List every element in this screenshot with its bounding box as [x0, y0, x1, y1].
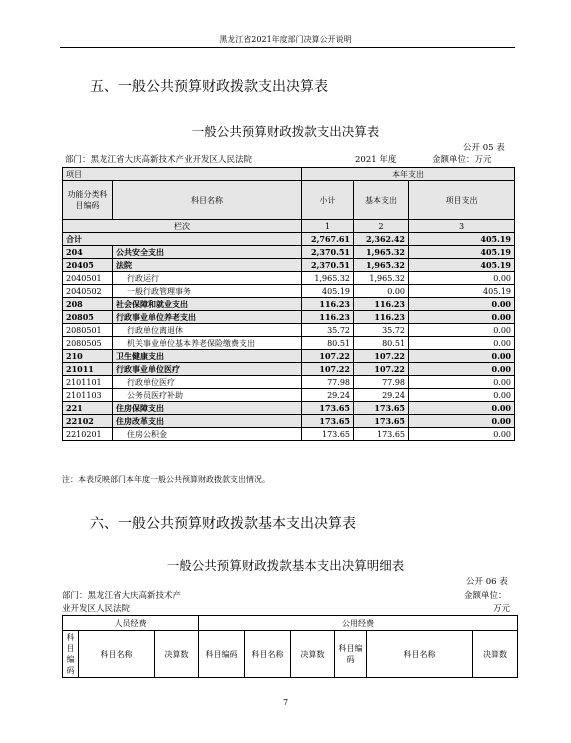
row-basic: 80.51 [354, 337, 409, 350]
row-basic: 173.65 [354, 415, 409, 428]
row-code: 221 [63, 402, 113, 415]
row-basic: 0.00 [354, 285, 409, 298]
table-row [63, 428, 515, 441]
row-code: 2080505 [63, 337, 113, 350]
row-code: 20405 [63, 259, 113, 272]
row-subtotal: 2,370.51 [302, 246, 354, 259]
row-name: 法院 [113, 259, 302, 272]
total-basic: 2,362.42 [354, 233, 409, 246]
table-row [63, 259, 515, 272]
row-subtotal: 173.65 [302, 415, 354, 428]
row-basic: 107.22 [354, 350, 409, 363]
section5-year: 2021 年度 [355, 155, 397, 165]
row-subtotal: 77.98 [302, 376, 354, 389]
row-subtotal: 80.51 [302, 337, 354, 350]
row-code: 21011 [63, 363, 113, 376]
row-basic: 29.24 [354, 389, 409, 402]
row-project: 0.00 [409, 363, 515, 376]
table-row [63, 246, 515, 259]
col-basic: 基本支出 [354, 181, 409, 220]
row-code: 20805 [63, 311, 113, 324]
row-subtotal: 107.22 [302, 350, 354, 363]
row-code: 208 [63, 298, 113, 311]
header-divider [60, 47, 515, 48]
row-name: 住房保障支出 [113, 402, 302, 415]
expenditure-table [62, 167, 515, 441]
total-label: 合计 [63, 233, 302, 246]
row-project: 0.00 [409, 376, 515, 389]
row-name: 行政单位医疗 [113, 376, 302, 389]
row-code: 2040502 [63, 285, 113, 298]
section5-unit: 金额单位：万元 [432, 155, 492, 165]
row-project: 0.00 [409, 272, 515, 285]
row-code: 2101103 [63, 389, 113, 402]
row-name: 行政事业单位养老支出 [113, 311, 302, 324]
row-name: 住房公积金 [113, 428, 302, 441]
col-subtotal: 小计 [302, 181, 354, 220]
section6-table-title: 一般公共预算财政拨款基本支出决算明细表 [166, 558, 405, 573]
row-basic: 116.23 [354, 311, 409, 324]
row-name: 卫生健康支出 [113, 350, 302, 363]
row-project: 0.00 [409, 415, 515, 428]
row-subtotal: 173.65 [302, 428, 354, 441]
table-row [63, 311, 515, 324]
row-name: 社会保障和就业支出 [113, 298, 302, 311]
row-name: 一般行政管理事务 [113, 285, 302, 298]
table-row [63, 324, 515, 337]
section5-table-title: 一般公共预算财政拨款支出决算表 [191, 124, 380, 139]
personnel-amount: 决算数 [155, 631, 199, 678]
col-name: 科目名称 [113, 181, 302, 220]
row-subtotal: 107.22 [302, 363, 354, 376]
row-code: 22102 [63, 415, 113, 428]
row-code: 2101101 [63, 376, 113, 389]
page-number: 7 [282, 698, 289, 707]
public-amount-2: 决算数 [473, 631, 518, 678]
personnel-code: 科目编码 [63, 631, 79, 678]
row-name: 行政运行 [113, 272, 302, 285]
row-code: 210 [63, 350, 113, 363]
table-row [63, 415, 515, 428]
section6-unit-line2: 万元 [493, 604, 511, 614]
section6-form-no: 公开 06 表 [466, 577, 508, 587]
row-basic: 1,965.32 [354, 246, 409, 259]
public-code-2: 科目编码 [335, 631, 367, 678]
row-basic: 35.72 [354, 324, 409, 337]
lanci-3: 3 [409, 220, 515, 233]
row-basic: 1,965.32 [354, 272, 409, 285]
row-name: 住房改革支出 [113, 415, 302, 428]
col-code: 功能分类科目编码 [63, 181, 113, 220]
table-row [63, 389, 515, 402]
section5-form-no: 公开 05 表 [463, 143, 505, 153]
row-project: 405.19 [409, 259, 515, 272]
personnel-name: 科目名称 [79, 631, 155, 678]
row-subtotal: 1,965.32 [302, 272, 354, 285]
row-subtotal: 173.65 [302, 402, 354, 415]
table-row [63, 376, 515, 389]
row-name: 行政事业单位医疗 [113, 363, 302, 376]
row-subtotal: 29.24 [302, 389, 354, 402]
col-current-year: 本年支出 [302, 168, 515, 181]
table-row [63, 285, 515, 298]
table-row [63, 272, 515, 285]
section6-dept-line2: 业开发区人民法院 [62, 604, 131, 614]
section5-dept: 部门：黑龙江省大庆高新技术产业开发区人民法院 [65, 155, 253, 165]
table-row [63, 337, 515, 350]
total-project: 405.19 [409, 233, 515, 246]
row-name: 机关事业单位基本养老保险缴费支出 [113, 337, 302, 350]
row-project: 0.00 [409, 350, 515, 363]
row-subtotal: 405.19 [302, 285, 354, 298]
table-row [63, 350, 515, 363]
row-project: 0.00 [409, 402, 515, 415]
row-project: 0.00 [409, 337, 515, 350]
row-basic: 173.65 [354, 402, 409, 415]
section6-dept-line1: 部门：黑龙江省大庆高新技术产 [62, 591, 182, 601]
lanci-1: 1 [302, 220, 354, 233]
row-name: 公共安全支出 [113, 246, 302, 259]
section6-unit-line1: 金额单位： [464, 591, 507, 601]
row-subtotal: 35.72 [302, 324, 354, 337]
row-project: 0.00 [409, 389, 515, 402]
table-row [63, 363, 515, 376]
row-basic: 107.22 [354, 363, 409, 376]
lanci-2: 2 [354, 220, 409, 233]
basic-expenditure-table [62, 615, 518, 678]
table-row [63, 298, 515, 311]
row-project: 405.19 [409, 285, 515, 298]
row-project: 0.00 [409, 298, 515, 311]
row-name: 公务员医疗补助 [113, 389, 302, 402]
row-basic: 116.23 [354, 298, 409, 311]
row-subtotal: 2,370.51 [302, 259, 354, 272]
running-header: 黑龙江省2021年度部门决算公开说明 [219, 35, 352, 44]
row-name: 行政单位离退休 [113, 324, 302, 337]
row-project: 0.00 [409, 324, 515, 337]
row-subtotal: 116.23 [302, 298, 354, 311]
row-basic: 1,965.32 [354, 259, 409, 272]
public-name-2: 科目名称 [367, 631, 473, 678]
section6-heading: 六、一般公共预算财政拨款基本支出决算表 [90, 516, 356, 532]
col-project: 项目支出 [409, 181, 515, 220]
row-code: 2040501 [63, 272, 113, 285]
row-subtotal: 116.23 [302, 311, 354, 324]
public-code-1: 科目编码 [199, 631, 245, 678]
public-header: 公用经费 [199, 616, 518, 631]
row-code: 2210201 [63, 428, 113, 441]
public-name-1: 科目名称 [245, 631, 291, 678]
row-code: 204 [63, 246, 113, 259]
table-row [63, 402, 515, 415]
total-subtotal: 2,767.61 [302, 233, 354, 246]
row-basic: 77.98 [354, 376, 409, 389]
row-project: 405.19 [409, 246, 515, 259]
row-project: 0.00 [409, 428, 515, 441]
col-item: 项目 [63, 168, 302, 181]
public-amount-1: 决算数 [291, 631, 335, 678]
lanci-label: 栏次 [63, 220, 302, 233]
row-project: 0.00 [409, 311, 515, 324]
section5-heading: 五、一般公共预算财政拨款支出决算表 [90, 79, 328, 95]
personnel-header: 人员经费 [63, 616, 199, 631]
row-code: 2080501 [63, 324, 113, 337]
section5-note: 注：本表反映部门本年度一般公共预算财政拨款支出情况。 [62, 475, 270, 484]
row-basic: 173.65 [354, 428, 409, 441]
